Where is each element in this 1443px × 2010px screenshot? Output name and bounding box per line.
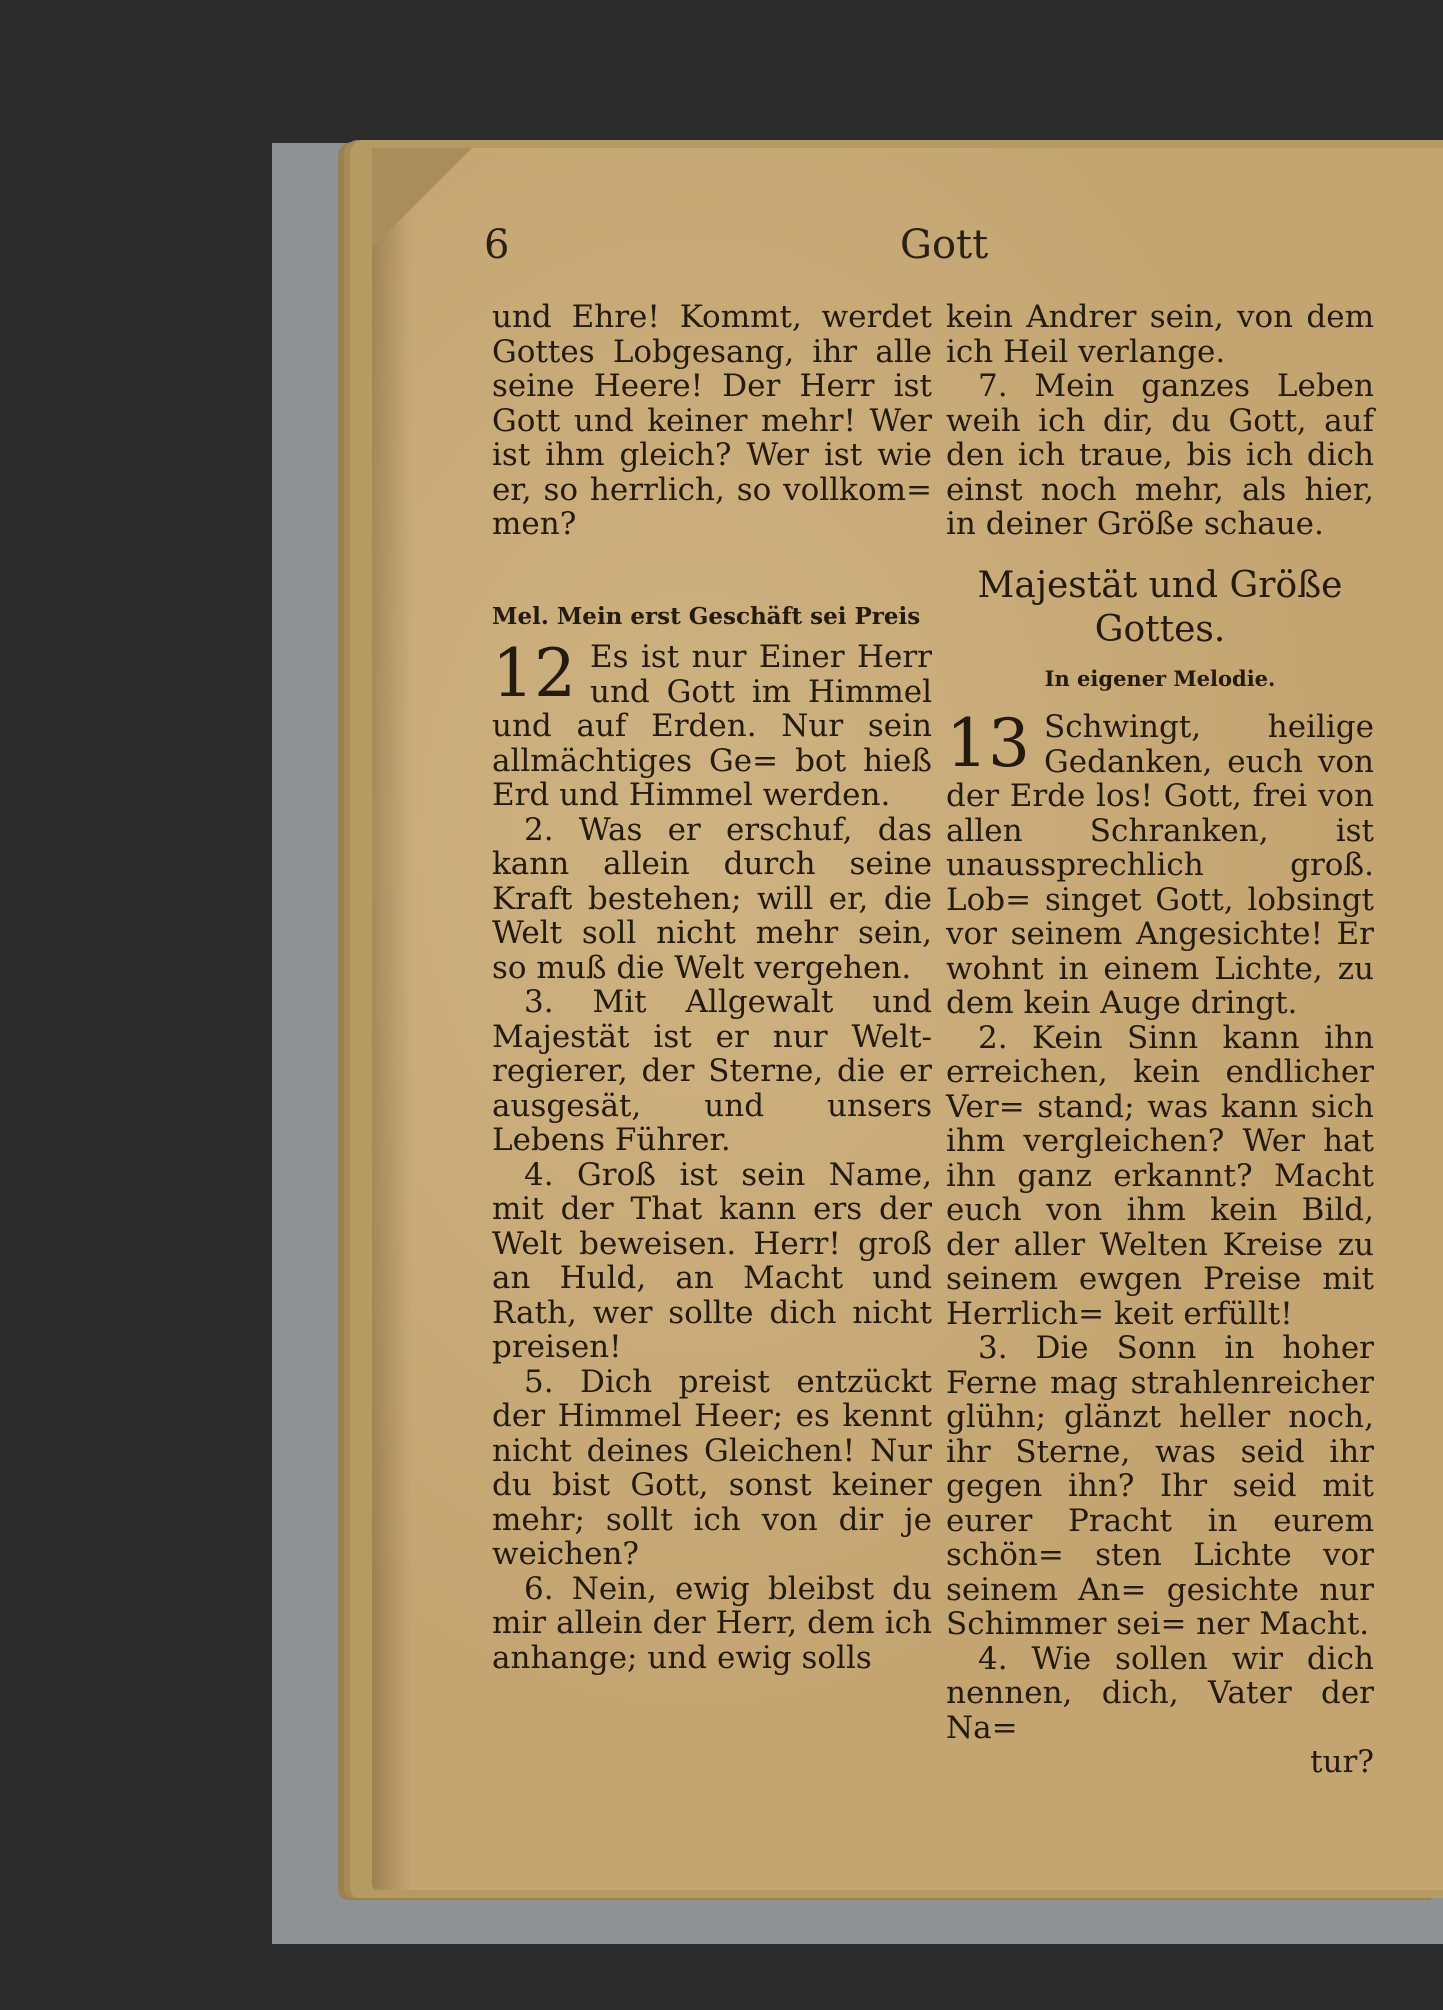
melody-note-12: Mel. Mein erst Geschäft sei Preis <box>492 602 921 630</box>
hymn-11-ending: und Ehre! Kommt, werdet Gottes Lobgesang, ihr alle seine Heere! Der Herr ist Gott und keiner mehr! Wer ist ihm gleich? Wer ist wie er, so herrlich, so vollkom= men? <box>492 299 932 542</box>
hymn-12-verse-7: 7. Mein ganzes Leben weih ich dir, du Gott, auf den ich traue, bis ich dich einst noch mehr, als hier, in deiner Größe schaue. <box>946 368 1374 542</box>
running-head: Gott <box>900 222 989 268</box>
page-header <box>0 222 1443 282</box>
hymn-12-verse-2: 2. Was er erschuf, das kann allein durch seine Kraft bestehen; will er, die Welt soll nicht mehr sein, so muß die Welt vergehen. <box>492 811 932 986</box>
hymn-13-start <box>946 705 1374 1021</box>
hymn-12-verse-1: Es ist nur Einer Herr und Gott im Himmel und auf Erden. Nur sein allmächtiges Ge= bot hieß Erd und Himmel werden. <box>492 639 932 813</box>
page-number: 6 <box>484 222 510 268</box>
hymn-12-continuation: kein Andrer sein, von dem ich Heil verlange. <box>946 299 1374 370</box>
hymn-13-verse-1: Schwingt, heilige Gedanken, euch von der Erde los! Gott, frei von allen Schranken, ist unaussprechlich groß. Lob= singet Gott, lobsingt vor seinem Angesichte! Er wohnt in einem Lichte, zu dem kein Auge dringt. <box>946 709 1374 1021</box>
hymn-12-verse-6: 6. Nein, ewig bleibst du mir allein der Herr, dem ich anhange; und ewig solls <box>492 1570 932 1676</box>
hymn-13-verse-4: 4. Wie sollen wir dich nennen, dich, Vater der Na= <box>946 1640 1374 1746</box>
left-column <box>492 300 932 1675</box>
hymn-12-verse-3: 3. Mit Allgewalt und Majestät ist er nur Welt- regierer, der Sterne, die er ausgesät, und unsers Lebens Führer. <box>492 984 932 1158</box>
hymn-number-12: 12 <box>492 635 576 712</box>
section-title: Majestät und Größe Gottes. <box>977 564 1343 650</box>
right-column <box>946 300 1374 1780</box>
hymn-13-verse-4-end: tur? <box>1310 1744 1374 1780</box>
hymn-13-verse-2: 2. Kein Sinn kann ihn erreichen, kein endlicher Ver= stand; was kann sich ihm vergleichen? Wer hat ihn ganz erkannt? Macht euch von ihm kein Bild, der aller Welten Kreise zu seinem ewgen Preise mit Herrlich= keit erfüllt! <box>946 1019 1374 1332</box>
hymn-13-verse-3: 3. Die Sonn in hoher Ferne mag strahlenreicher glühn; glänzt heller noch, ihr Sterne, was seid ihr gegen ihn? Ihr seid mit eurer Pracht in eurem schön= sten Lichte vor seinem An= gesichte nur Schimmer sei= ner Macht. <box>946 1330 1374 1642</box>
melody-note-13: In eigener Melodie. <box>1044 665 1276 691</box>
hymn-12-verse-5: 5. Dich preist entzückt der Himmel Heer; es kennt nicht deines Gleichen! Nur du bist Gott, sonst keiner mehr; sollt ich von dir je weichen? <box>492 1363 932 1572</box>
hymn-12-verse-4: 4. Groß ist sein Name, mit der That kann ers der Welt beweisen. Herr! groß an Huld, an Macht und Rath, wer sollte dich nicht preisen! <box>492 1156 932 1365</box>
hymn-12-start <box>492 635 932 813</box>
hymn-number-13: 13 <box>946 705 1030 782</box>
